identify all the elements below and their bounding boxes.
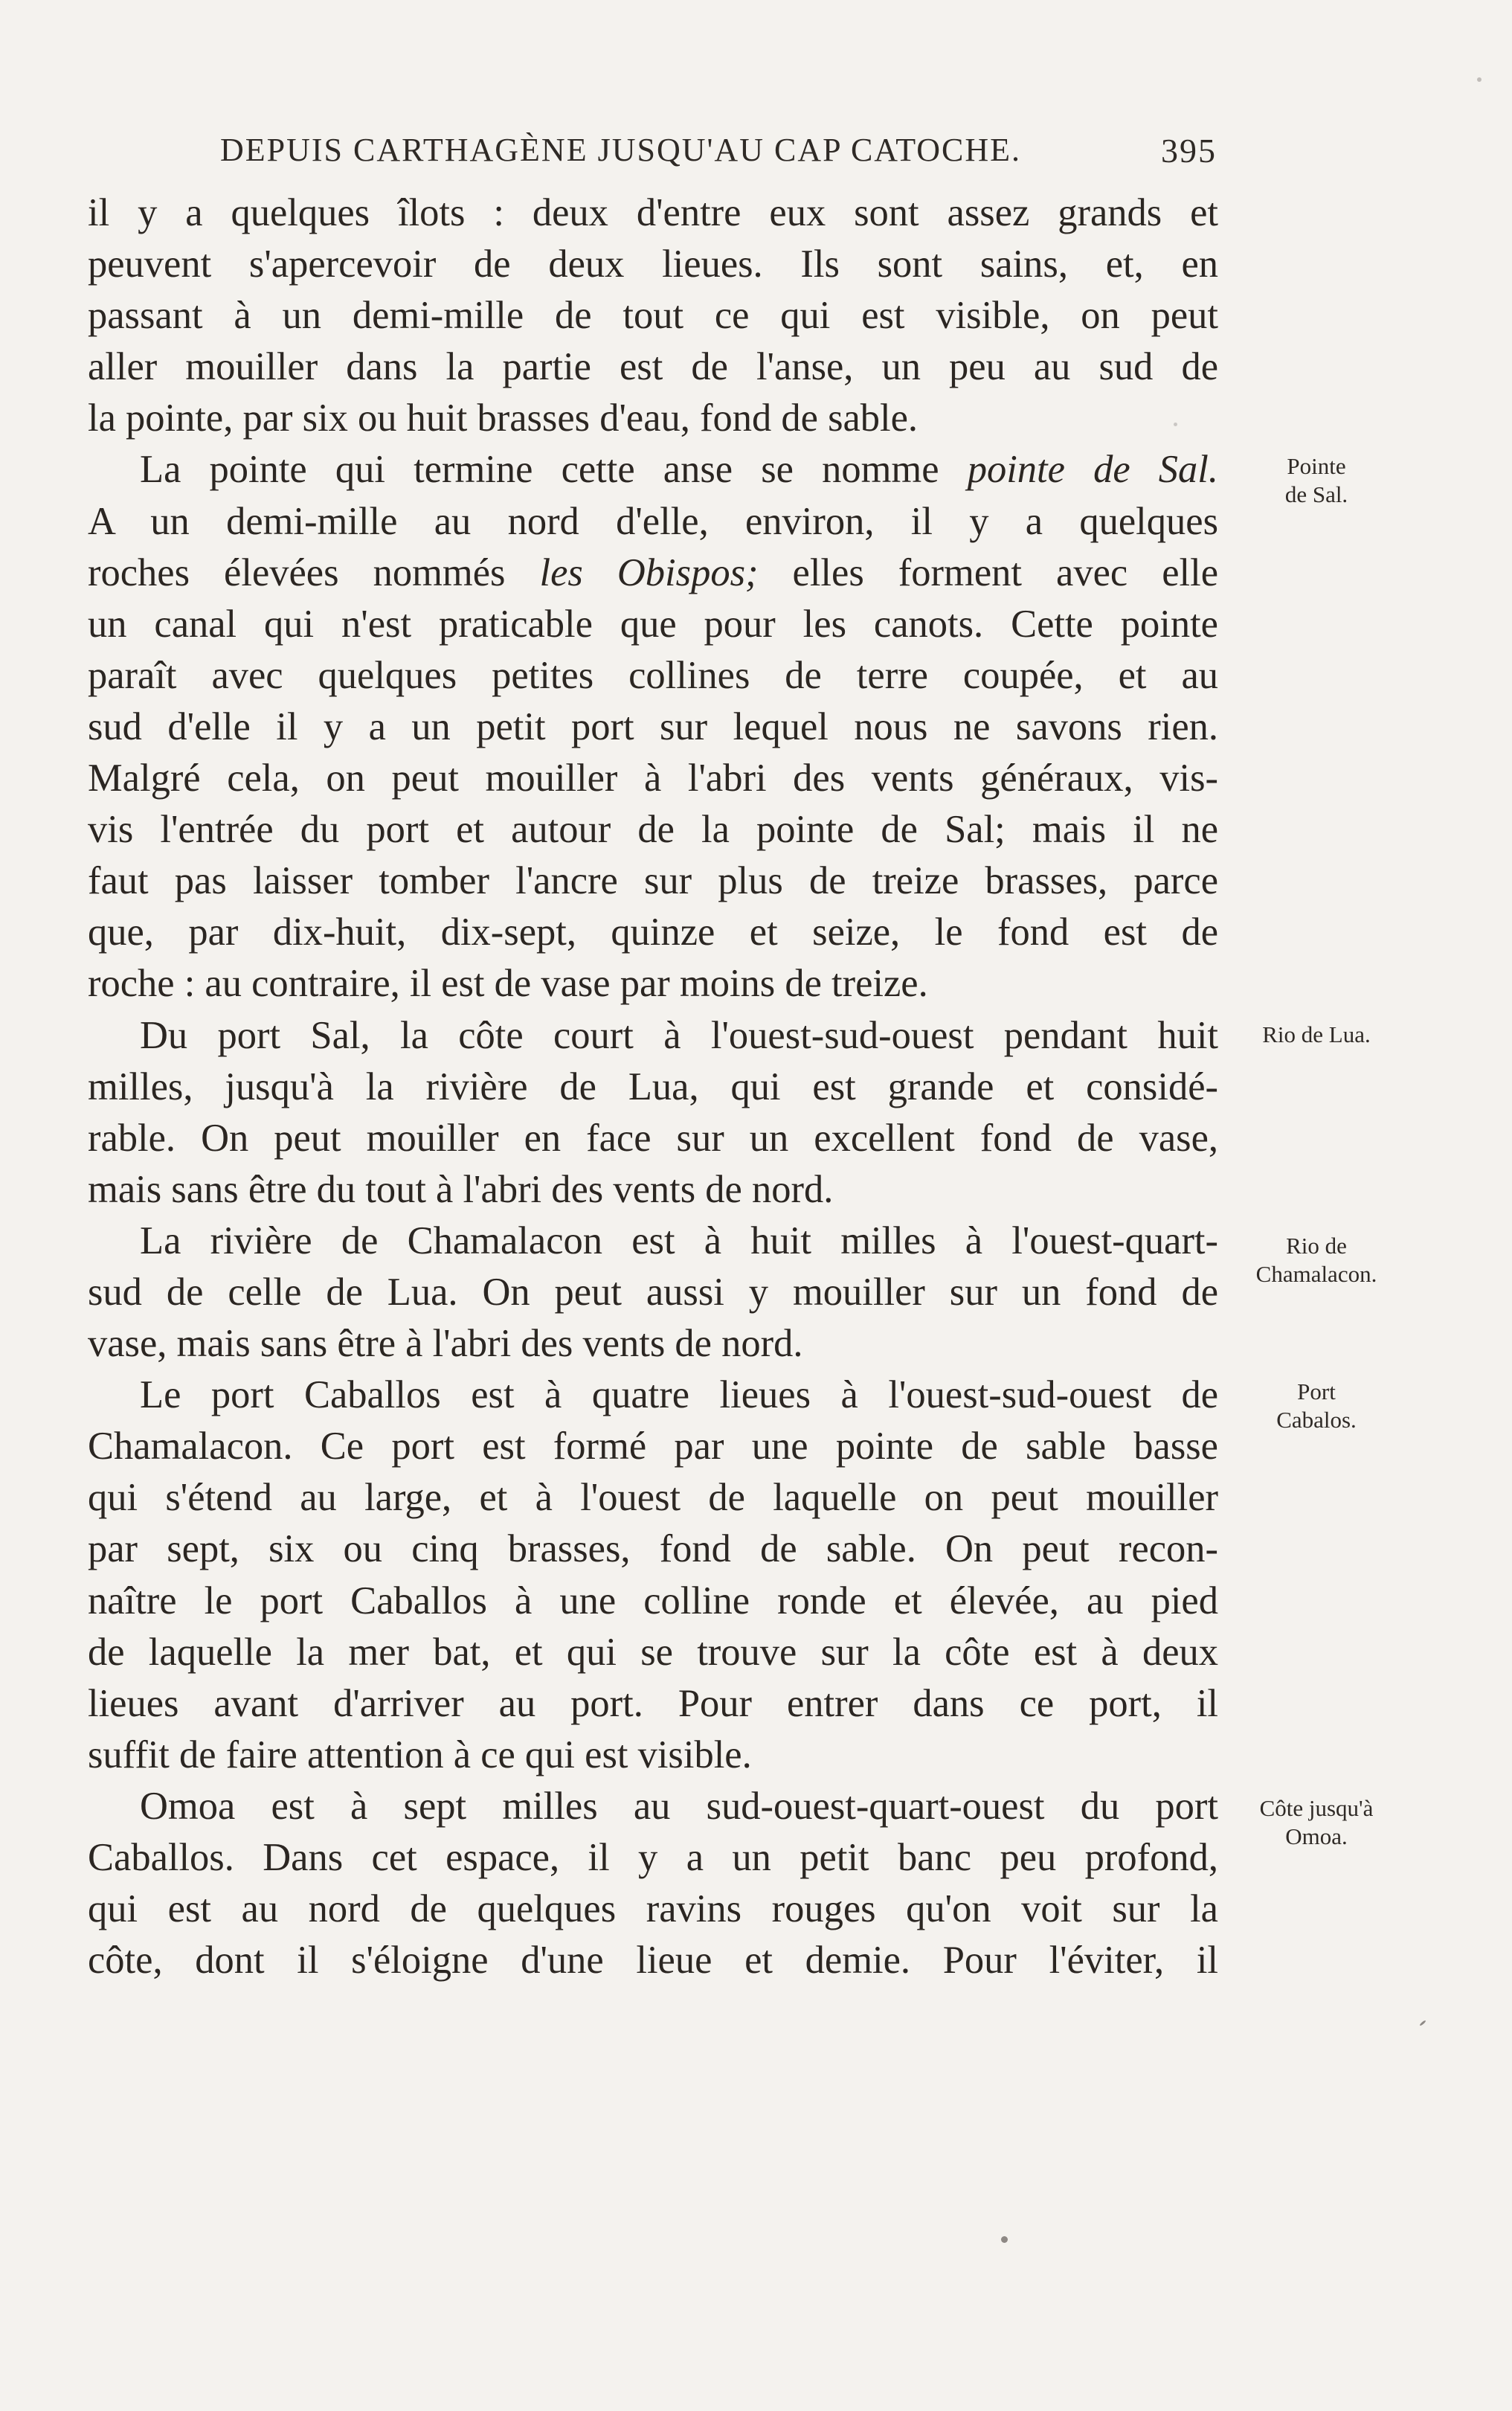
text-line: sud d'elle il y a un petit port sur lequel nous ne savons rien. bbox=[88, 704, 1218, 748]
margin-note-line: Omoa. bbox=[1285, 1823, 1348, 1849]
text-line: que, par dix-huit, dix-sept, quinze et seize, le fond est de bbox=[88, 911, 1218, 954]
text-line: suffit de faire attention à ce qui est visible. bbox=[88, 1733, 752, 1776]
text-line: de laquelle la mer bat, et qui se trouve sur la côte est à deux bbox=[88, 1630, 1218, 1674]
text-line: Le port Caballos est à quatre lieues à l'ouest-sud-ouest de bbox=[140, 1373, 1218, 1417]
text-line: vase, mais sans être à l'abri des vents de nord. bbox=[88, 1322, 803, 1366]
text-line: qui est au nord de quelques ravins rouges qu'on voit sur la bbox=[88, 1887, 1218, 1931]
margin-note-pointe-de-sal bbox=[1220, 452, 1413, 509]
margin-note-line: Chamalacon. bbox=[1255, 1261, 1377, 1287]
text-line: côte, dont il s'éloigne d'une lieue et demie. Pour l'éviter, il bbox=[88, 1939, 1218, 1983]
text-line: roche : au contraire, il est de vase par moins de treize. bbox=[88, 962, 928, 1006]
margin-note-cote-jusqua-omoa bbox=[1220, 1794, 1413, 1851]
text-line: passant à un demi-mille de tout ce qui est visible, on peut bbox=[88, 294, 1218, 338]
text-line: faut pas laisser tomber l'ancre sur plus de treize brasses, parce bbox=[88, 859, 1218, 903]
text-line: il y a quelques îlots : deux d'entre eux sont assez grands et bbox=[88, 191, 1218, 234]
text-line: A un demi-mille au nord d'elle, environ, il y a quelques bbox=[88, 499, 1218, 543]
text-line: Du port Sal, la côte court à l'ouest-sud-ouest pendant huit bbox=[140, 1013, 1218, 1057]
text-line: Caballos. Dans cet espace, il y a un petit banc peu profond, bbox=[88, 1836, 1218, 1879]
text-line: peuvent s'apercevoir de deux lieues. Ils sont sains, et, en bbox=[88, 243, 1218, 286]
margin-note-line: Rio de Lua. bbox=[1262, 1021, 1371, 1047]
text-line: qui s'étend au large, et à l'ouest de laquelle on peut mouiller bbox=[88, 1476, 1218, 1520]
text-line: sud de celle de Lua. On peut aussi y mouiller sur un fond de bbox=[88, 1270, 1218, 1314]
paper-speck bbox=[1001, 2236, 1008, 2243]
margin-note-line: Rio de bbox=[1286, 1233, 1347, 1259]
text-line: paraît avec quelques petites collines de terre coupée, et au bbox=[88, 653, 1218, 697]
text-line: un canal qui n'est praticable que pour les canots. Cette pointe bbox=[88, 602, 1218, 646]
text-line: vis l'entrée du port et autour de la pointe de Sal; mais il ne bbox=[88, 808, 1218, 852]
running-head-title: DEPUIS CARTHAGÈNE JUSQU'AU CAP CATOCHE. bbox=[220, 132, 1022, 168]
text-line: Omoa est à sept milles au sud-ouest-quart-ouest du port bbox=[140, 1784, 1218, 1828]
paper-speck bbox=[1419, 2020, 1426, 2026]
margin-note-line: Pointe bbox=[1287, 453, 1346, 479]
text-line: la pointe, par six ou huit brasses d'eau, fond de sable. bbox=[88, 397, 919, 440]
text-run: elles forment avec elle bbox=[758, 550, 1218, 594]
italic-place-name: pointe de Sal. bbox=[967, 448, 1218, 492]
running-head bbox=[220, 131, 1217, 176]
italic-place-name: les Obispos; bbox=[539, 550, 759, 594]
text-line bbox=[88, 548, 1218, 599]
text-run: La pointe qui termine cette anse se nomme bbox=[140, 448, 968, 492]
text-line: Malgré cela, on peut mouiller à l'abri des vents généraux, vis- bbox=[88, 757, 1218, 800]
page-number: 395 bbox=[1161, 132, 1217, 170]
text-line: rable. On peut mouiller en face sur un excellent fond de vase, bbox=[88, 1116, 1218, 1160]
paper-speck bbox=[1174, 423, 1177, 426]
margin-note-line: Cabalos. bbox=[1276, 1407, 1357, 1433]
text-line: milles, jusqu'à la rivière de Lua, qui est grande et considé- bbox=[88, 1065, 1218, 1108]
text-run: roches élevées nommés bbox=[88, 550, 540, 594]
body-text bbox=[88, 187, 1218, 1986]
text-line: naître le port Caballos à une colline ronde et élevée, au pied bbox=[88, 1579, 1218, 1622]
margin-note-line: Port bbox=[1297, 1378, 1336, 1404]
margin-note-line: Côte jusqu'à bbox=[1259, 1795, 1374, 1821]
paper-speck bbox=[1477, 77, 1482, 82]
text-line: La rivière de Chamalacon est à huit milles à l'ouest-quart- bbox=[140, 1219, 1218, 1262]
margin-note-rio-de-lua bbox=[1220, 1021, 1413, 1049]
margin-note-port-cabalos bbox=[1220, 1378, 1413, 1434]
text-line: par sept, six ou cinq brasses, fond de sable. On peut recon- bbox=[88, 1527, 1218, 1571]
margin-notes bbox=[1220, 0, 1413, 2411]
text-line: aller mouiller dans la partie est de l'anse, un peu au sud de bbox=[88, 345, 1218, 389]
margin-note-line: de Sal. bbox=[1284, 481, 1348, 507]
text-line: lieues avant d'arriver au port. Pour entrer dans ce port, il bbox=[88, 1681, 1218, 1725]
margin-note-rio-de-chamalacon bbox=[1220, 1232, 1413, 1288]
text-line bbox=[88, 444, 1218, 495]
text-line: mais sans être du tout à l'abri des vents de nord. bbox=[88, 1167, 834, 1211]
text-line: Chamalacon. Ce port est formé par une pointe de sable basse bbox=[88, 1425, 1218, 1468]
